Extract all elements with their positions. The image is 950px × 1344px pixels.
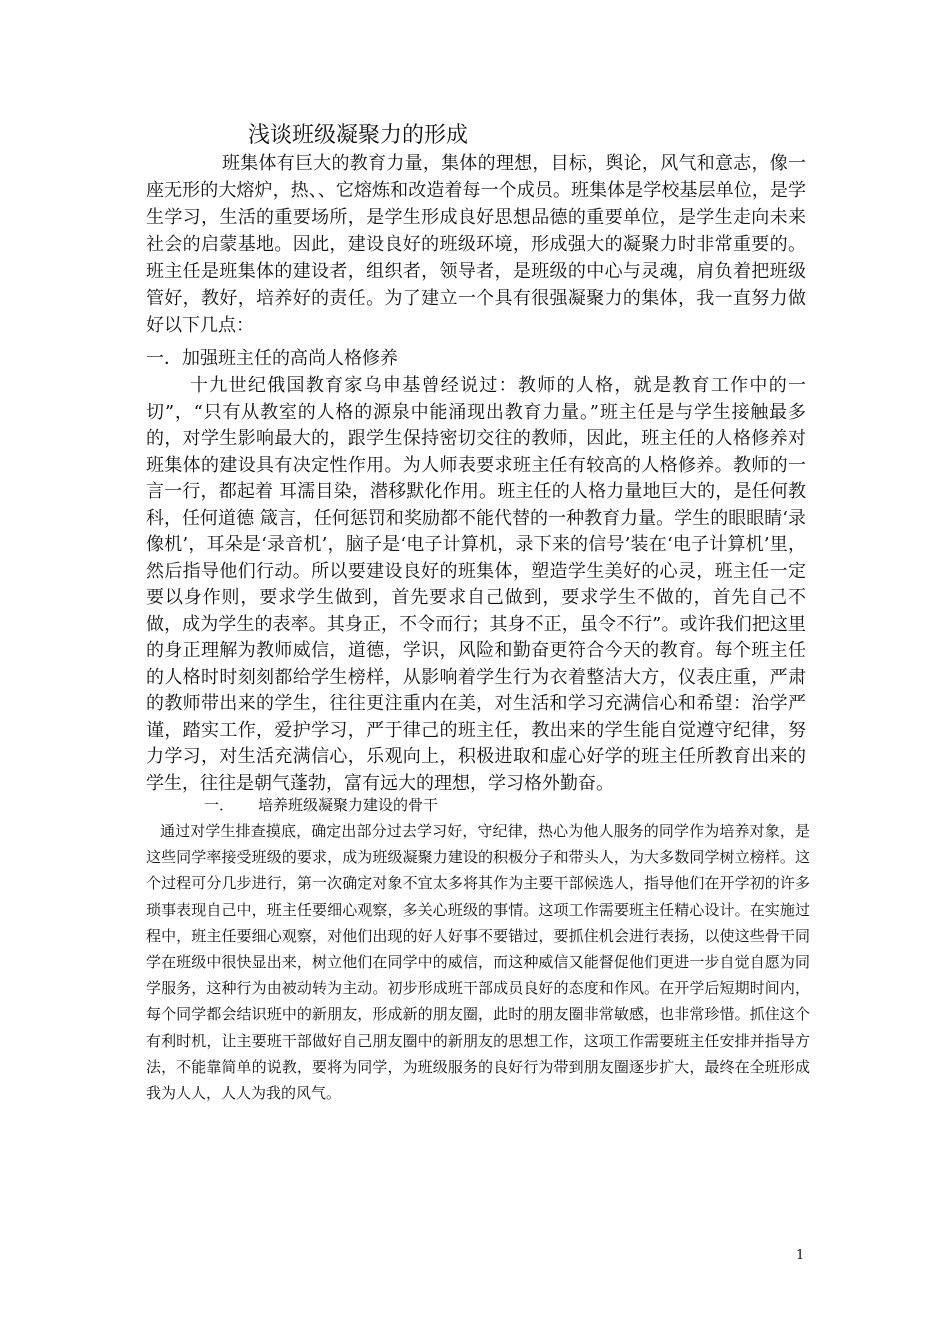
page-number: 1: [796, 1248, 805, 1263]
section-2-number: 一．: [204, 796, 235, 814]
section-1-heading: 一．加强班主任的高尚人格修养: [146, 348, 398, 369]
section-1-paragraph: 十九世纪俄国教育家乌申基曾经说过：教师的人格，就是教育工作中的一切”，“只有从教室的人格的源泉中能涌现出教育力量。”班主任是与学生接触最多的，对学生影响最大的，跟学生保持密切交往的教师，因此，班主任的人格修养对班集体的建设具有决定性作用。为人师表要求班主任有较高的人格修养。教师的一言一行，都起着 耳濡目染，潜移默化作用。班主任的人格力量地巨大的，是任何教科，任何道德 箴言，任何惩罚和奖励都不能代替的一种教育力量。学生的眼眼睛‘录像机’，耳朵是‘录音机’，脑子是‘电子计算机，录下来的信号’装在‘电子计算机’里，然后指导他们行动。所以要建设良好的班集体，塑造学生美好的心灵，班主任一定要以身作则，要求学生做到，首先要求自己做到，要求学生不做的，首先自己不做，成为学生的表率。其身正，不令而行；其身不正，虽令不行”。或许我们把这里的身正理解为教师威信，道德，学识，风险和勤奋更符合今天的教育。每个班主任的人格时时刻刻都给学生榜样，从影响着学生行为衣着整洁大方，仪表庄重，严肃的教师带出来的学生，往往更注重内在美，对生活和学习充满信心和希望：治学严谨，踏实工作，爱护学习，严于律己的班主任，教出来的学生能自觉遵守纪律，努力学习，对生活充满信心，乐观向上，积极进取和虚心好学的班主任所教育出来的学生，往往是朝气蓬勃，富有远大的理想，学习格外勤奋。: [146, 375, 806, 794]
intro-paragraph: 班集体有巨大的教育力量，集体的理想，目标，舆论，风气和意志，像一座无形的大熔炉，热、、它熔炼和改造着每一个成员。班集体是学校基层单位，是学生学习，生活的重要场所，是学生形成良好思想品德的重要单位，是学生走向未来社会的启蒙基地。因此，建设良好的班级环境，形成强大的凝聚力时非常重要的。班主任是班集体的建设者，组织者，领导者，是班级的中心与灵魂，肩负着把班级管好，教好，培养好的责任。为了建立一个具有很强凝聚力的集体，我一直努力做好以下几点：: [146, 153, 806, 336]
section-2-heading: [204, 794, 438, 816]
section-2-paragraph: 通过对学生排查摸底，确定出部分过去学习好，守纪律，热心为他人服务的同学作为培养对象，是这些同学率接受班级的要求，成为班级凝聚力建设的积极分子和带头人，为大多数同学树立榜样。这个过程可分几步进行，第一次确定对象不宜太多将其作为主要干部候选人，指导他们在开学初的许多琐事表现自己中，班主任要细心观察，多关心班级的事情。这项工作需要班主任精心设计。在实施过程中，班主任要细心观察，对他们出现的好人好事不要错过，要抓住机会进行表扬，以使这些骨干同学在班级中很快显出来，树立他们在同学中的威信，而这种威信又能督促他们更进一步自觉自愿为同学服务，这种行为由被动转为主动。初步形成班干部成员良好的态度和作风。在开学后短期时间内，每个同学都会结识班中的新朋友，形成新的朋友圈，此时的朋友圈非常敏感，也非常珍惜。抓住这个有利时机，让主要班干部做好自己朋友圈中的新朋友的思想工作，这项工作需要班主任安排并指导方法，不能靠简单的说教，要将为同学，为班级服务的良好行为带到朋友圈逐步扩大，最终在全班形成我为人人，人人为我的风气。: [146, 822, 810, 1103]
document-title: 浅谈班级凝聚力的形成: [248, 123, 469, 148]
section-2-title: 培养班级凝聚力建设的骨干: [258, 796, 439, 814]
